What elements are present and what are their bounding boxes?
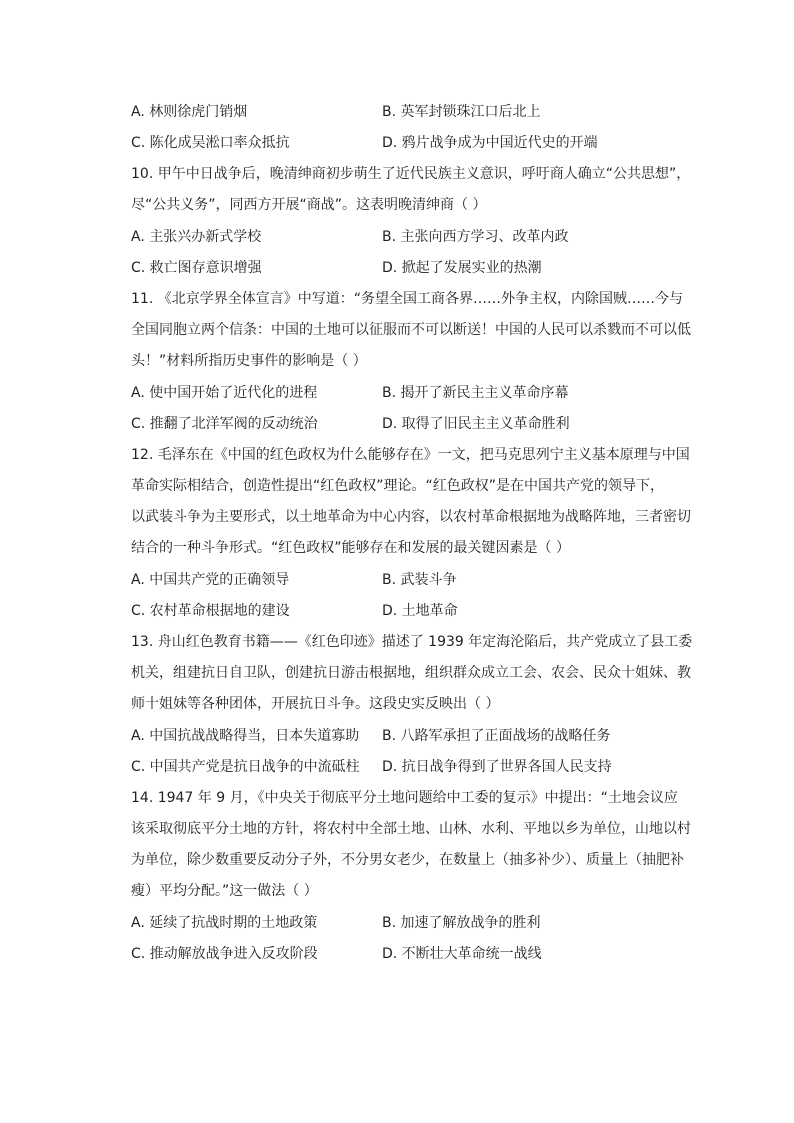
q9-option-c[interactable]: C. 陈化成吴淞口率众抵抗 [131,135,290,151]
q13-options-row-1 [131,725,731,747]
q11-stem-line-1: 11. 《北京学界全体宣言》中写道：“务望全国工商各界……外争主权，内除国贼……今与 [131,291,683,307]
q12-options-row-1 [131,569,731,591]
q11-stem-line-2: 全国同胞立两个信条：中国的土地可以征服而不可以断送！中国的人民可以杀戮而不可以低 [131,322,691,338]
q10-option-d[interactable]: D. 掀起了发展实业的热潮 [382,260,542,276]
q10-stem-line-2: 尽“公共义务”，同西方开展“商战”。这表明晚清绅商（ ） [131,197,487,213]
q13-stem-line-3: 师十姐妹等各种团体，开展抗日斗争。这段史实反映出（ ） [131,696,500,712]
q14-stem-line-1: 14. 1947 年 9 月，《中央关于彻底平分土地问题给中工委的复示》中提出：“土地会议应 [131,790,678,806]
q14-option-c[interactable]: C. 推动解放战争进入反攻阶段 [131,946,318,962]
q14-option-b[interactable]: B. 加速了解放战争的胜利 [382,915,541,931]
q14-option-d[interactable]: D. 不断壮大革命统一战线 [382,946,542,962]
q12-option-d[interactable]: D. 土地革命 [382,603,458,619]
q12-stem-line-3: 以武装斗争为主要形式，以土地革命为中心内容，以农村革命根据地为战略阵地，三者密切 [131,509,691,525]
q9-option-a[interactable]: A. 林则徐虎门销烟 [131,104,248,120]
q12-option-c[interactable]: C. 农村革命根据地的建设 [131,603,290,619]
q13-options-row-2 [131,756,731,778]
q12-stem-line-4: 结合的一种斗争形式。“红色政权”能够存在和发展的最关键因素是（ ） [131,540,570,556]
q10-options-row-1 [131,226,731,248]
q10-options-row-2 [131,257,731,279]
q11-option-c[interactable]: C. 推翻了北洋军阀的反动统治 [131,416,318,432]
q9-options-row-2 [131,132,731,154]
q10-option-c[interactable]: C. 救亡图存意识增强 [131,260,262,276]
q9-options-row-1 [131,101,731,123]
q12-stem-line-1: 12. 毛泽东在《中国的红色政权为什么能够存在》一文，把马克思列宁主义基本原理与中国 [131,447,690,463]
q12-options-row-2 [131,600,731,622]
q14-option-a[interactable]: A. 延续了抗战时期的土地政策 [131,915,318,931]
q11-option-d[interactable]: D. 取得了旧民主主义革命胜利 [382,416,570,432]
q10-stem-line-1: 10. 甲午中日战争后，晚清绅商初步萌生了近代民族主义意识，呼吁商人确立“公共思想”， [131,166,691,182]
q11-option-a[interactable]: A. 使中国开始了近代化的进程 [131,385,318,401]
q14-options-row-1 [131,912,731,934]
q12-option-a[interactable]: A. 中国共产党的正确领导 [131,572,290,588]
q11-stem-line-3: 头！”材料所指历史事件的影响是（ ） [131,353,367,369]
q10-option-b[interactable]: B. 主张向西方学习、改革内政 [382,229,569,245]
q14-stem-line-2: 该采取彻底平分土地的方针，将农村中全部土地、山林、水利、平地以乡为单位，山地以村 [131,821,691,837]
q9-option-d[interactable]: D. 鸦片战争成为中国近代史的开端 [382,135,598,151]
q14-stem-line-4: 瘦）平均分配。”这一做法（ ） [131,883,318,899]
q11-option-b[interactable]: B. 揭开了新民主主义革命序幕 [382,385,569,401]
q11-options-row-1 [131,382,731,404]
q13-stem-line-1: 13. 舟山红色教育书籍——《红色印迹》描述了 1939 年定海沦陷后，共产党成立了县工委 [131,634,693,650]
q11-options-row-2 [131,413,731,435]
q12-stem-line-2: 革命实际相结合，创造性提出“红色政权”理论。“红色政权”是在中国共产党的领导下， [131,478,665,494]
q12-option-b[interactable]: B. 武装斗争 [382,572,457,588]
q13-stem-line-2: 机关，组建抗日自卫队，创建抗日游击根据地，组织群众成立工会、农会、民众十姐妹、教 [131,665,691,681]
q14-options-row-2 [131,943,731,965]
q13-option-d[interactable]: D. 抗日战争得到了世界各国人民支持 [382,759,612,775]
q10-option-a[interactable]: A. 主张兴办新式学校 [131,229,262,245]
q13-option-c[interactable]: C. 中国共产党是抗日战争的中流砥柱 [131,759,360,775]
q14-stem-line-3: 为单位，除少数重要反动分子外，不分男女老少，在数量上（抽多补少）、质量上（抽肥补 [131,852,684,868]
q9-option-b[interactable]: B. 英军封锁珠江口后北上 [382,104,541,120]
q13-option-b[interactable]: B. 八路军承担了正面战场的战略任务 [382,728,611,744]
q13-option-a[interactable]: A. 中国抗战战略得当，日本失道寡助 [131,728,360,744]
